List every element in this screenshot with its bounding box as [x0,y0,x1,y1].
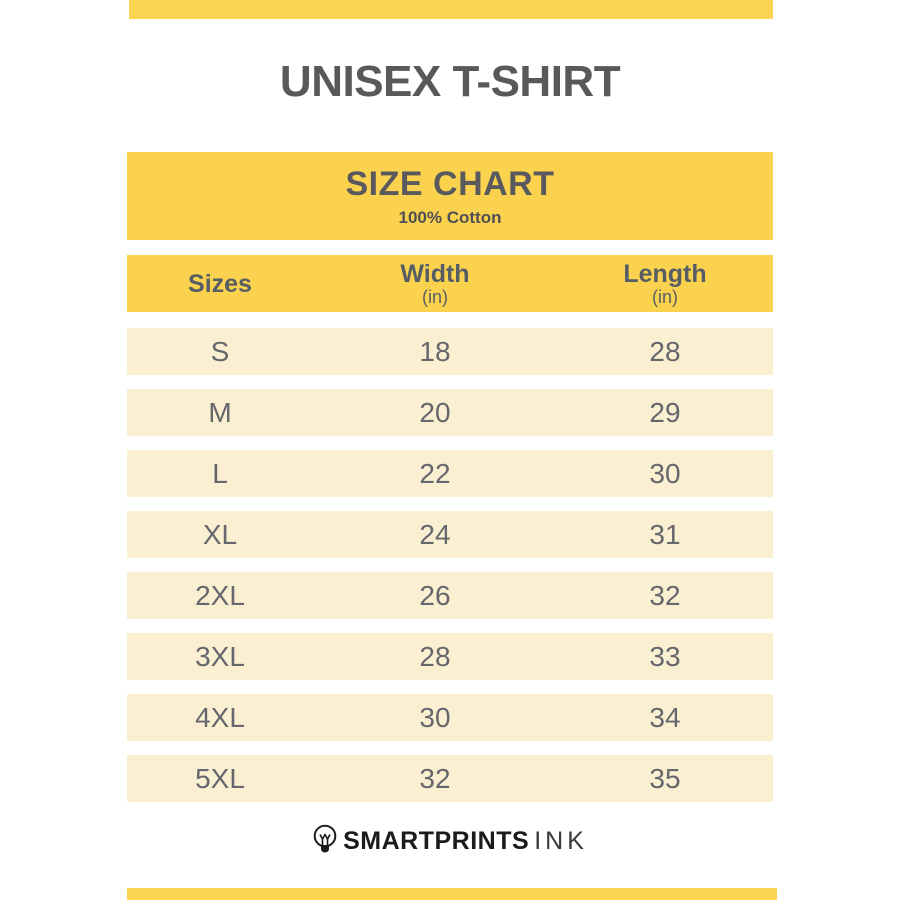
top-accent-bar [129,0,773,19]
width-cell: 22 [419,457,451,489]
lightbulb-icon [312,824,338,858]
width-cell: 32 [419,762,451,794]
width-cell: 28 [419,640,451,672]
size-chart-panel [127,152,773,240]
column-unit: (in) [422,286,448,307]
column-header-length [557,261,773,307]
brand-name-light: INK [534,826,588,855]
width-cell: 20 [419,396,451,428]
length-cell: 31 [649,518,681,550]
table-row [127,755,773,802]
size-cell: S [210,335,230,367]
width-cell: 30 [419,701,451,733]
brand-name-bold: SMARTPRINTS [343,826,530,855]
size-cell: L [212,457,228,489]
column-unit: (in) [652,286,678,307]
table-row [127,572,773,619]
fabric-subheading: 100% Cotton [398,207,502,227]
column-label: Sizes [188,269,252,298]
bottom-accent-bar [127,888,777,900]
length-cell: 32 [649,579,681,611]
length-cell: 29 [649,396,681,428]
length-cell: 30 [649,457,681,489]
column-header-sizes [127,271,313,297]
length-cell: 33 [649,640,681,672]
table-row [127,328,773,375]
column-header-width [313,261,557,307]
table-row [127,633,773,680]
length-cell: 35 [649,762,681,794]
table-row [127,694,773,741]
table-row [127,450,773,497]
width-cell: 18 [419,335,451,367]
size-cell: M [208,396,232,428]
width-cell: 24 [419,518,451,550]
size-cell: 5XL [195,762,245,794]
size-cell: 4XL [195,701,245,733]
size-cell: 3XL [195,640,245,672]
size-table [127,328,773,816]
brand-logo [0,822,900,860]
column-label: Width [400,259,470,288]
column-label: Length [623,259,707,288]
table-row [127,511,773,558]
size-cell: 2XL [195,579,245,611]
table-header-row [127,255,773,312]
size-chart-heading: SIZE CHART [345,164,555,203]
page-title: UNISEX T-SHIRT [279,57,621,106]
length-cell: 28 [649,335,681,367]
size-cell: XL [202,518,238,550]
table-row [127,389,773,436]
length-cell: 34 [649,701,681,733]
width-cell: 26 [419,579,451,611]
